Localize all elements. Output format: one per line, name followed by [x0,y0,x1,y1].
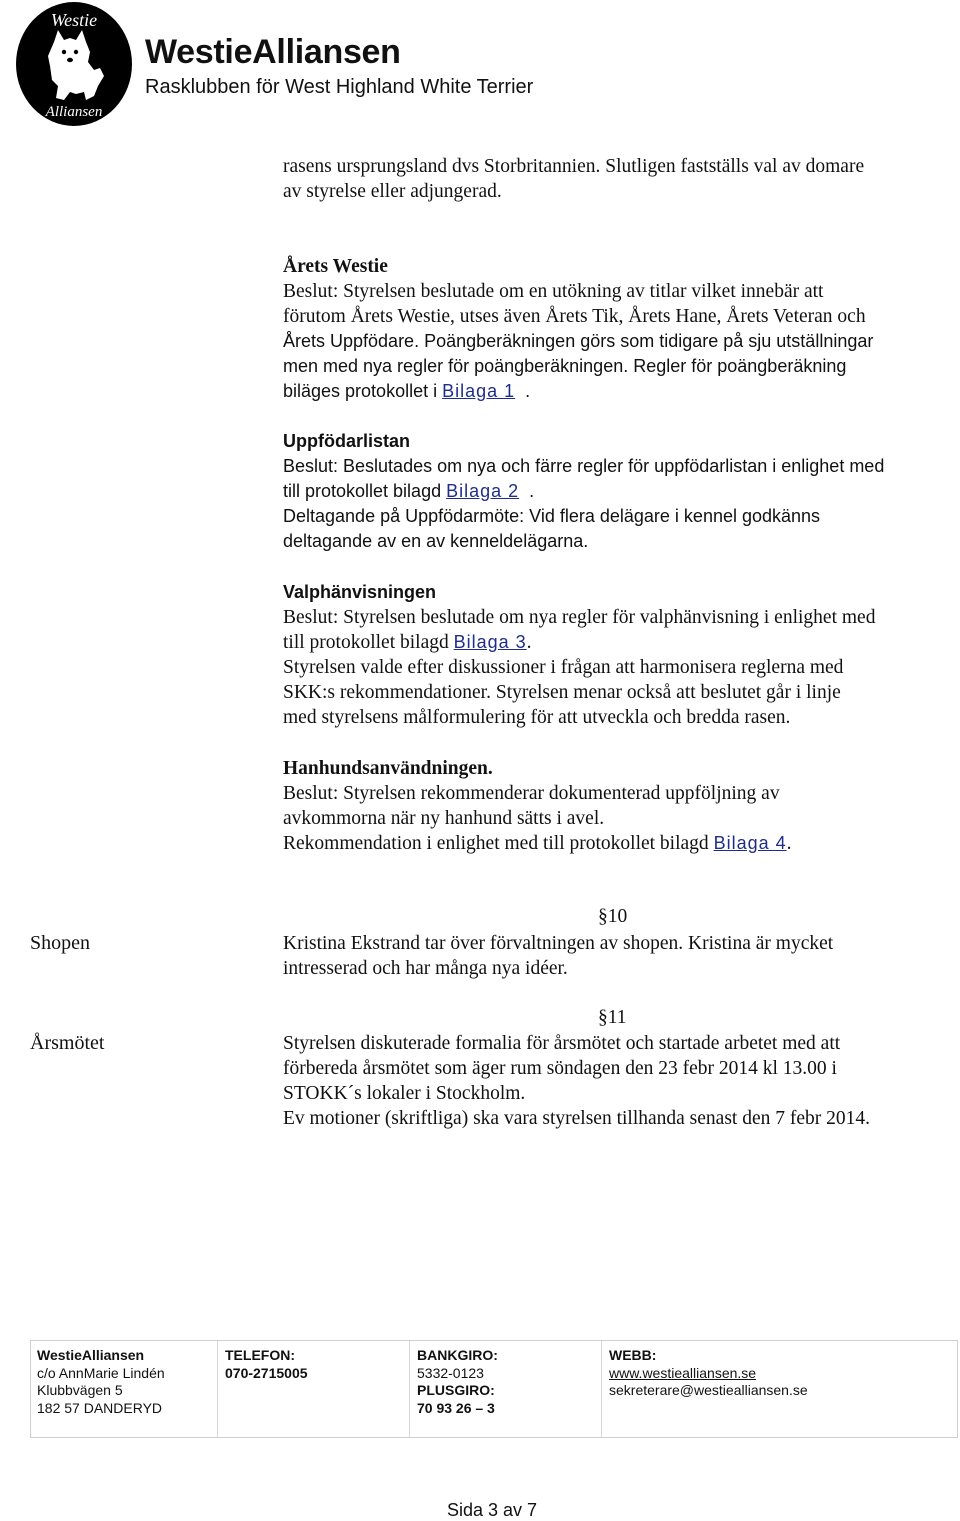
section-line: avkommorna när ny hanhund sätts i avel. [283,808,605,829]
footer-divider [217,1341,218,1437]
section-line: Årets Uppfödare. Poängberäkningen görs som tidigare på sju utställningar [283,331,874,351]
line-text: . [529,481,535,501]
page-footer [30,1340,958,1438]
footer-address-line: 182 57 DANDERYD [37,1399,163,1416]
shopen-section [283,931,953,981]
line-text: . [525,381,531,401]
section-line: förbereda årsmötet som äger rum söndagen den 23 febr 2014 kl 13.00 i [283,1058,837,1079]
section-heading: Årets Westie [283,256,388,277]
footer-divider [409,1341,410,1437]
footer-label: BANKGIRO: [417,1347,498,1363]
logo-text-bottom: Alliansen [45,104,103,120]
intro-line: av styrelse eller adjungerad. [283,181,502,202]
line-text: Rekommendation i enlighet med till protokollet bilagd [283,833,714,854]
section-line [283,630,953,655]
footer-label: WEBB: [609,1347,657,1363]
line-text: till protokollet bilagd [283,481,447,501]
section-line: Styrelsen valde efter diskussioner i frågan att harmonisera reglerna med [283,657,844,678]
section-number: §10 [598,906,628,927]
bilaga-4-link[interactable]: Bilaga 4 [713,833,787,853]
section-line: Beslut: Styrelsen beslutade om en utökning av titlar vilket innebär att [283,281,824,302]
page-number: Sida 3 av 7 [447,1500,538,1520]
line-text: biläges protokollet i [283,381,443,401]
side-label-arsmotet: Årsmötet [30,1032,105,1054]
section-line: Beslut: Styrelsen beslutade om nya regler för valphänvisning i enlighet med [283,607,876,628]
intro-line: rasens ursprungsland dvs Storbritannien. Slutligen fastställs val av domare [283,156,865,177]
section-line: Beslut: Beslutades om nya och färre regler för uppfödarlistan i enlighet med [283,456,885,476]
footer-divider [601,1341,602,1437]
footer-phone-value: 070-2715005 [225,1364,308,1381]
footer-club-name: WestieAlliansen [37,1347,145,1363]
line-text: till protokollet bilagd [283,632,454,653]
line-text: . [786,833,792,854]
footer-plusgiro-value: 70 93 26 – 3 [417,1399,495,1416]
intro-paragraph [283,154,953,204]
hanhund-section [283,756,953,856]
section-line: Styrelsen diskuterade formalia för årsmötet och startade arbetet med att [283,1033,841,1054]
uppfodarlistan-section [283,429,953,554]
side-label-shopen: Shopen [30,932,90,954]
section-line: med styrelsens målformulering för att utveckla och bredda rasen. [283,707,791,728]
footer-bank [417,1347,498,1417]
section-heading: Hanhundsanvändningen. [283,758,493,779]
section-line: Beslut: Styrelsen rekommenderar dokumenterad uppföljning av [283,783,780,804]
arets-westie-section [283,254,953,404]
valphanvisningen-section [283,580,953,730]
section-line: förutom Årets Westie, utses även Årets Tik, Årets Hane, Årets Veteran och [283,306,866,327]
section-line: STOKK´s lokaler i Stockholm. [283,1083,526,1104]
section-line: Deltagande på Uppfödarmöte: Vid flera delägare i kennel godkänns [283,506,821,526]
section-line [283,479,953,504]
brand-title: WestieAlliansen [145,33,401,71]
section-line [283,379,953,404]
section-line [283,831,953,856]
section-heading: Valphänvisningen [283,582,437,602]
section-number: §11 [598,1007,627,1028]
footer-label: TELEFON: [225,1347,295,1363]
spacer [515,381,525,401]
bilaga-2-link[interactable]: Bilaga 2 [446,481,520,501]
brand-subtitle: Rasklubben för West Highland White Terrier [145,76,534,98]
line-text: . [526,632,532,653]
footer-address [37,1347,165,1417]
section-line: deltagande av en av kenneldelägarna. [283,531,589,551]
footer-bankgiro-value: 5332-0123 [417,1364,484,1381]
footer-address-line: Klubbvägen 5 [37,1382,123,1398]
section-line: Ev motioner (skriftliga) ska vara styrelsen tillhanda senast den 7 febr 2014. [283,1108,870,1129]
bilaga-1-link[interactable]: Bilaga 1 [442,381,516,401]
footer-address-line: c/o AnnMarie Lindén [37,1364,165,1381]
footer-web [609,1347,808,1400]
footer-website-link[interactable]: www.westiealliansen.se [609,1364,757,1381]
logo-text-top: Westie [50,10,98,30]
section-line: Kristina Ekstrand tar över förvaltningen av shopen. Kristina är mycket [283,933,834,954]
section-line: men med nya regler för poängberäkningen. Regler för poängberäkning [283,356,847,376]
bilaga-3-link[interactable]: Bilaga 3 [453,632,527,652]
brand-block [145,32,533,100]
section-line: intresserad och har många nya idéer. [283,958,568,979]
footer-phone [225,1347,308,1382]
westie-logo [14,0,134,128]
section-line: SKK:s rekommendationer. Styrelsen menar också att beslutet går i linje [283,682,841,703]
westie-dog-logo-icon [14,0,134,128]
arsmotet-section [283,1031,953,1131]
footer-email[interactable]: sekreterare@westiealliansen.se [609,1382,808,1398]
section-heading: Uppfödarlistan [283,431,411,451]
footer-label: PLUSGIRO: [417,1382,495,1398]
